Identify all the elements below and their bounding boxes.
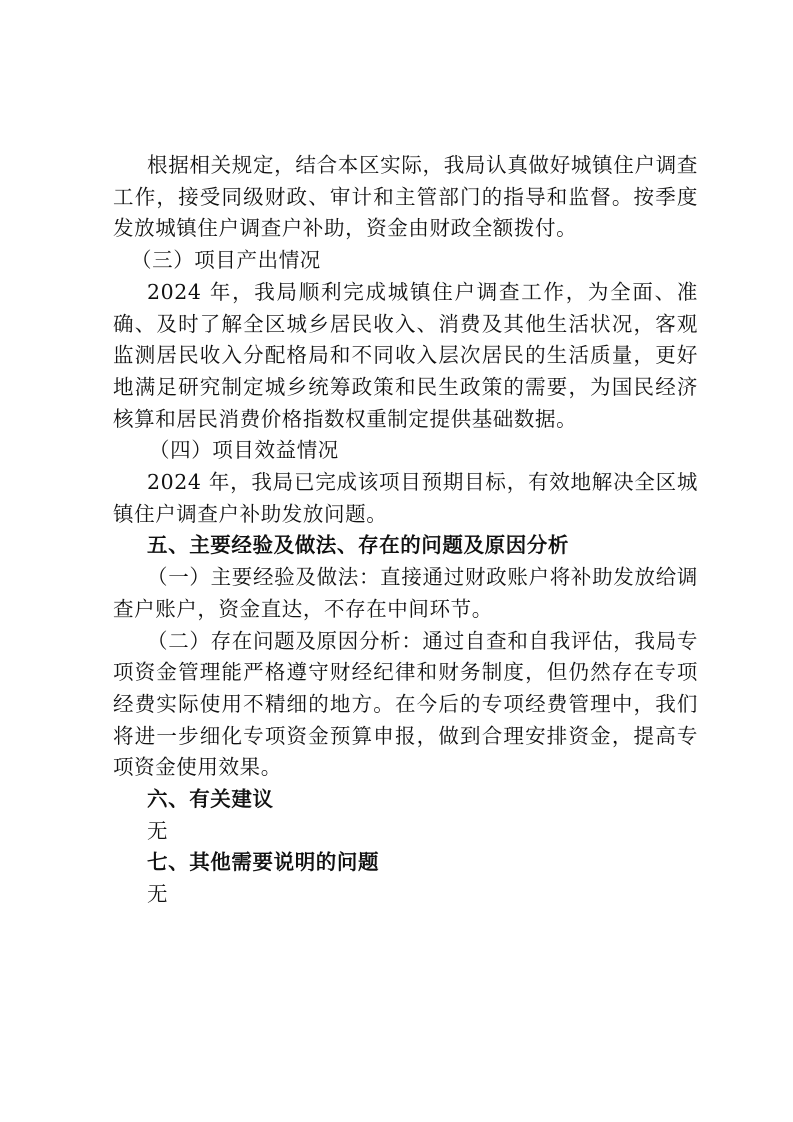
paragraph-implementation: 根据相关规定，结合本区实际，我局认真做好城镇住户调查工作，接受同级财政、审计和主管部门的指导和监督。按季度发放城镇住户调查户补助，资金由财政全额拨付。 [113, 153, 698, 241]
part-5-heading: 五、主要经验及做法、存在的问题及原因分析 [147, 533, 569, 558]
section-3-body: 2024 年，我局顺利完成城镇住户调查工作，为全面、准确、及时了解全区城乡居民收入、消费及其他生活状况，客观监测居民收入分配格局和不同收入层次居民的生活质量，更好地满足研究制定城乡统筹政策和民生政策的需要，为国民经济核算和居民消费价格指数权重制定提供基础数据。 [113, 279, 698, 431]
section-4-body: 2024 年，我局已完成该项目预期目标，有效地解决全区城镇住户调查户补助发放问题。 [113, 470, 698, 526]
part-6-body: 无 [147, 818, 168, 843]
part-5-item-1-label: （一）主要经验及做法： [147, 565, 381, 590]
part-5-item-1-body: 直接通过财政账户将补助发放给调查户账户，资金直达，不存在中间环节。 [113, 565, 698, 621]
part-5-item-2-label: （二）存在问题及原因分析： [147, 628, 423, 653]
part-6-heading: 六、有关建议 [147, 787, 274, 812]
part-7-heading: 七、其他需要说明的问题 [147, 850, 380, 875]
part-5-item-1 [113, 562, 698, 625]
part-7-body: 无 [147, 882, 168, 907]
document-body [113, 150, 698, 911]
part-5-item-2 [113, 626, 698, 785]
section-3-heading: （三）项目产出情况 [131, 248, 321, 273]
part-5-item-2-body: 通过自查和自我评估，我局专项资金管理能严格遵守财经纪律和财务制度，但仍然存在专项经费实际使用不精细的地方。在今后的专项经费管理中，我们将进一步细化专项资金预算申报，做到合理安排资金，提高专项资金使用效果。 [113, 628, 698, 780]
section-4-heading: （四）项目效益情况 [149, 438, 339, 463]
